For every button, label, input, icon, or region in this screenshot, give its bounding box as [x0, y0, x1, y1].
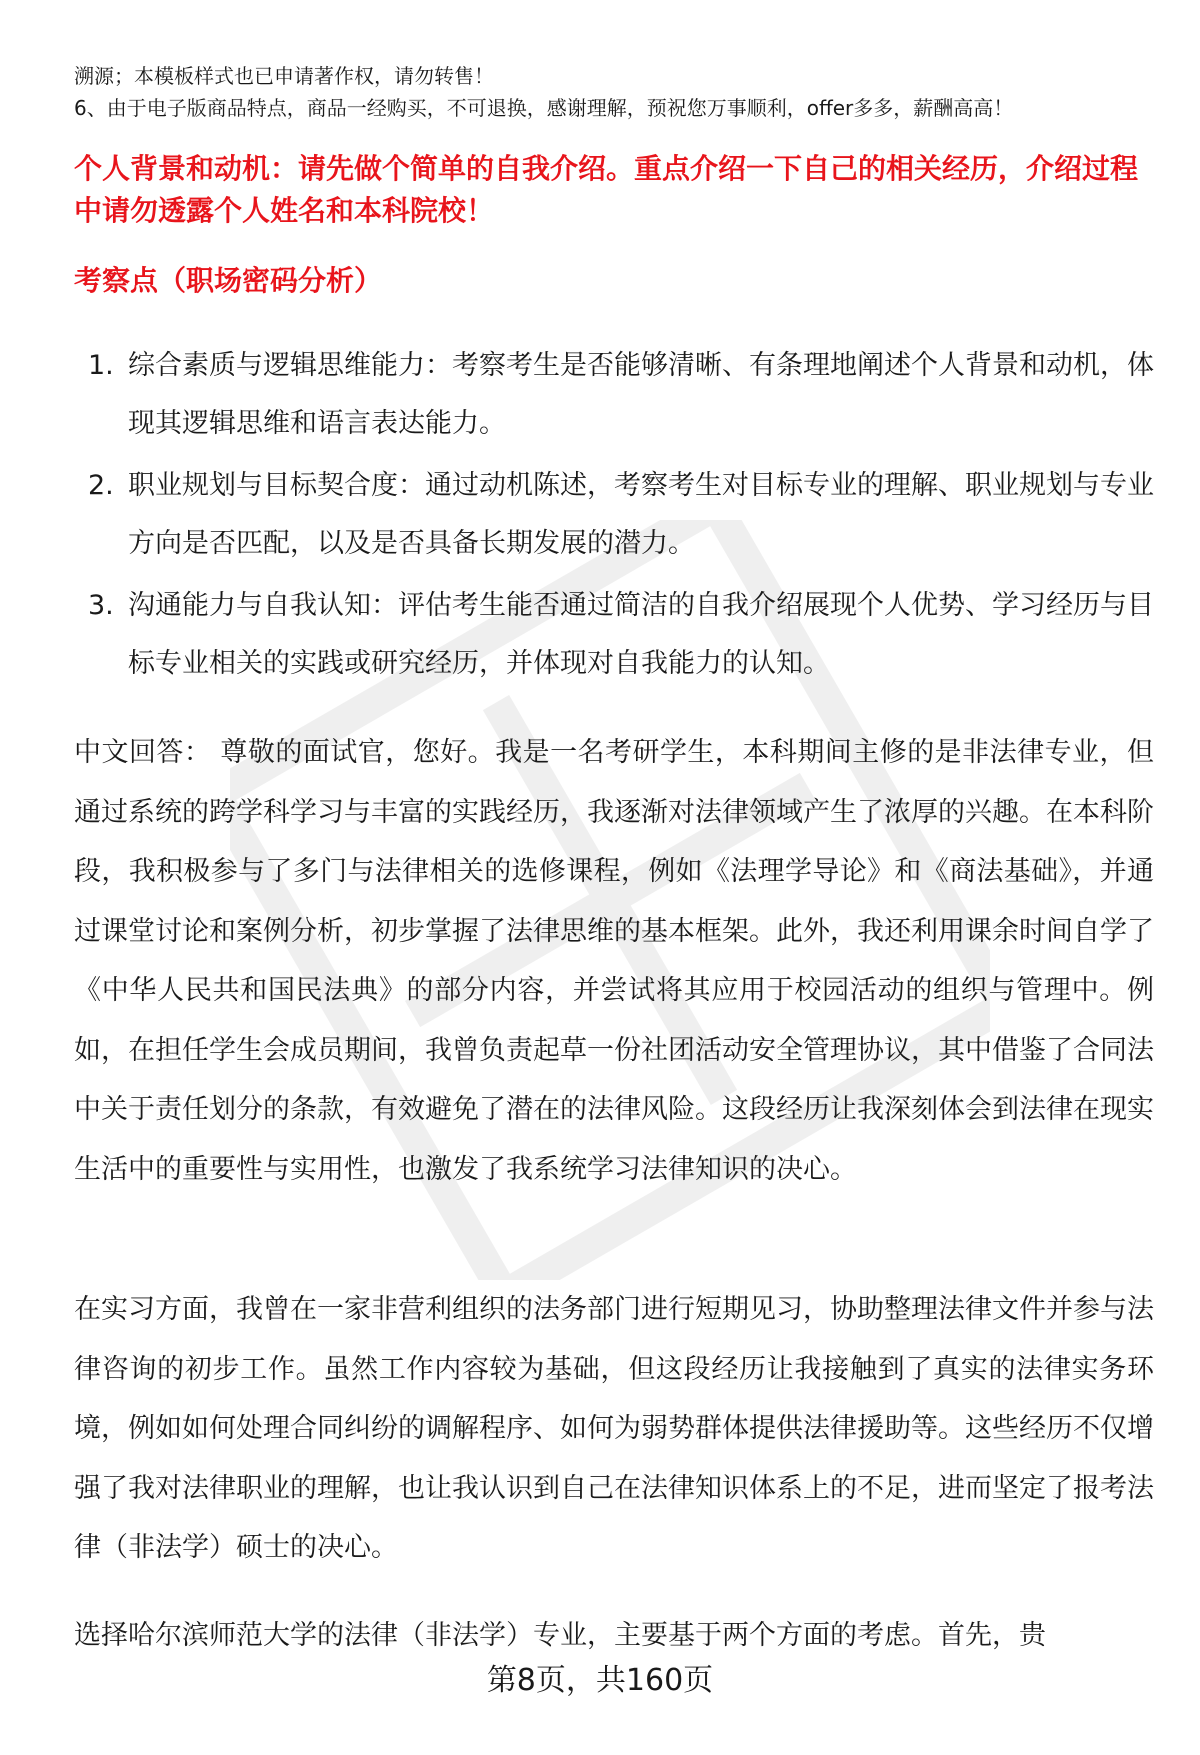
list-item	[74, 577, 1154, 693]
list-item-number: 3.	[88, 590, 114, 621]
list-item	[74, 337, 1154, 453]
list-item	[74, 457, 1154, 573]
note-line: 6、由于电子版商品特点，商品一经购买，不可退换，感谢理解，预祝您万事顺利，offer多多，薪酬高高！	[74, 96, 1014, 120]
list-item-number: 2.	[88, 470, 114, 501]
note-line: 溯源；本模板样式也已申请著作权，请勿转售！	[74, 64, 494, 88]
page-number: 第8页，共160页	[486, 1663, 714, 1698]
reason-paragraph: 选择哈尔滨师范大学的法律（非法学）专业，主要基于两个方面的考虑。首先，贵	[74, 1620, 1046, 1651]
answer-paragraph: 中文回答： 尊敬的面试官，您好。我是一名考研学生，本科期间主修的是非法律专业，但通过系统的跨学科学习与丰富的实践经历，我逐渐对法律领域产生了浓厚的兴趣。在本科阶段，我积极参与了多门与法律相关的选修课程，例如《法理学导论》和《商法基础》，并通过课堂讨论和案例分析，初步掌握了法律思维的基本框架。此外，我还利用课余时间自学了《中华人民共和国民法典》的部分内容，并尝试将其应用于校园活动的组织与管理中。例如，在担任学生会成员期间，我曾负责起草一份社团活动安全管理协议，其中借鉴了合同法中关于责任划分的条款，有效避免了潜在的法律风险。这段经历让我深刻体会到法律在现实生活中的重要性与实用性，也激发了我系统学习法律知识的决心。	[74, 737, 1154, 1185]
notes-block	[74, 60, 1134, 124]
list-item-number: 1.	[88, 350, 114, 381]
section-title: 考察点（职场密码分析）	[74, 264, 383, 297]
internship-paragraph: 在实习方面，我曾在一家非营利组织的法务部门进行短期见习，协助整理法律文件并参与法律咨询的初步工作。虽然工作内容较为基础，但这段经历让我接触到了真实的法律实务环境，例如如何处理合同纠纷的调解程序、如何为弱势群体提供法律援助等。这些经历不仅增强了我对法律职业的理解，也让我认识到自己在法律知识体系上的不足，进而坚定了报考法律（非法学）硕士的决心。	[74, 1294, 1154, 1563]
list-item-text: 职业规划与目标契合度：通过动机陈述，考察考生对目标专业的理解、职业规划与专业方向是否匹配，以及是否具备长期发展的潜力。	[128, 470, 1154, 559]
question-heading: 个人背景和动机：请先做个简单的自我介绍。重点介绍一下自己的相关经历，介绍过程中请勿透露个人姓名和本科院校！	[74, 152, 1139, 227]
list-item-text: 沟通能力与自我认知：评估考生能否通过简洁的自我介绍展现个人优势、学习经历与目标专业相关的实践或研究经历，并体现对自我能力的认知。	[128, 590, 1154, 679]
assessment-points-list	[74, 337, 1154, 697]
list-item-text: 综合素质与逻辑思维能力：考察考生是否能够清晰、有条理地阐述个人背景和动机，体现其逻辑思维和语言表达能力。	[128, 350, 1154, 439]
